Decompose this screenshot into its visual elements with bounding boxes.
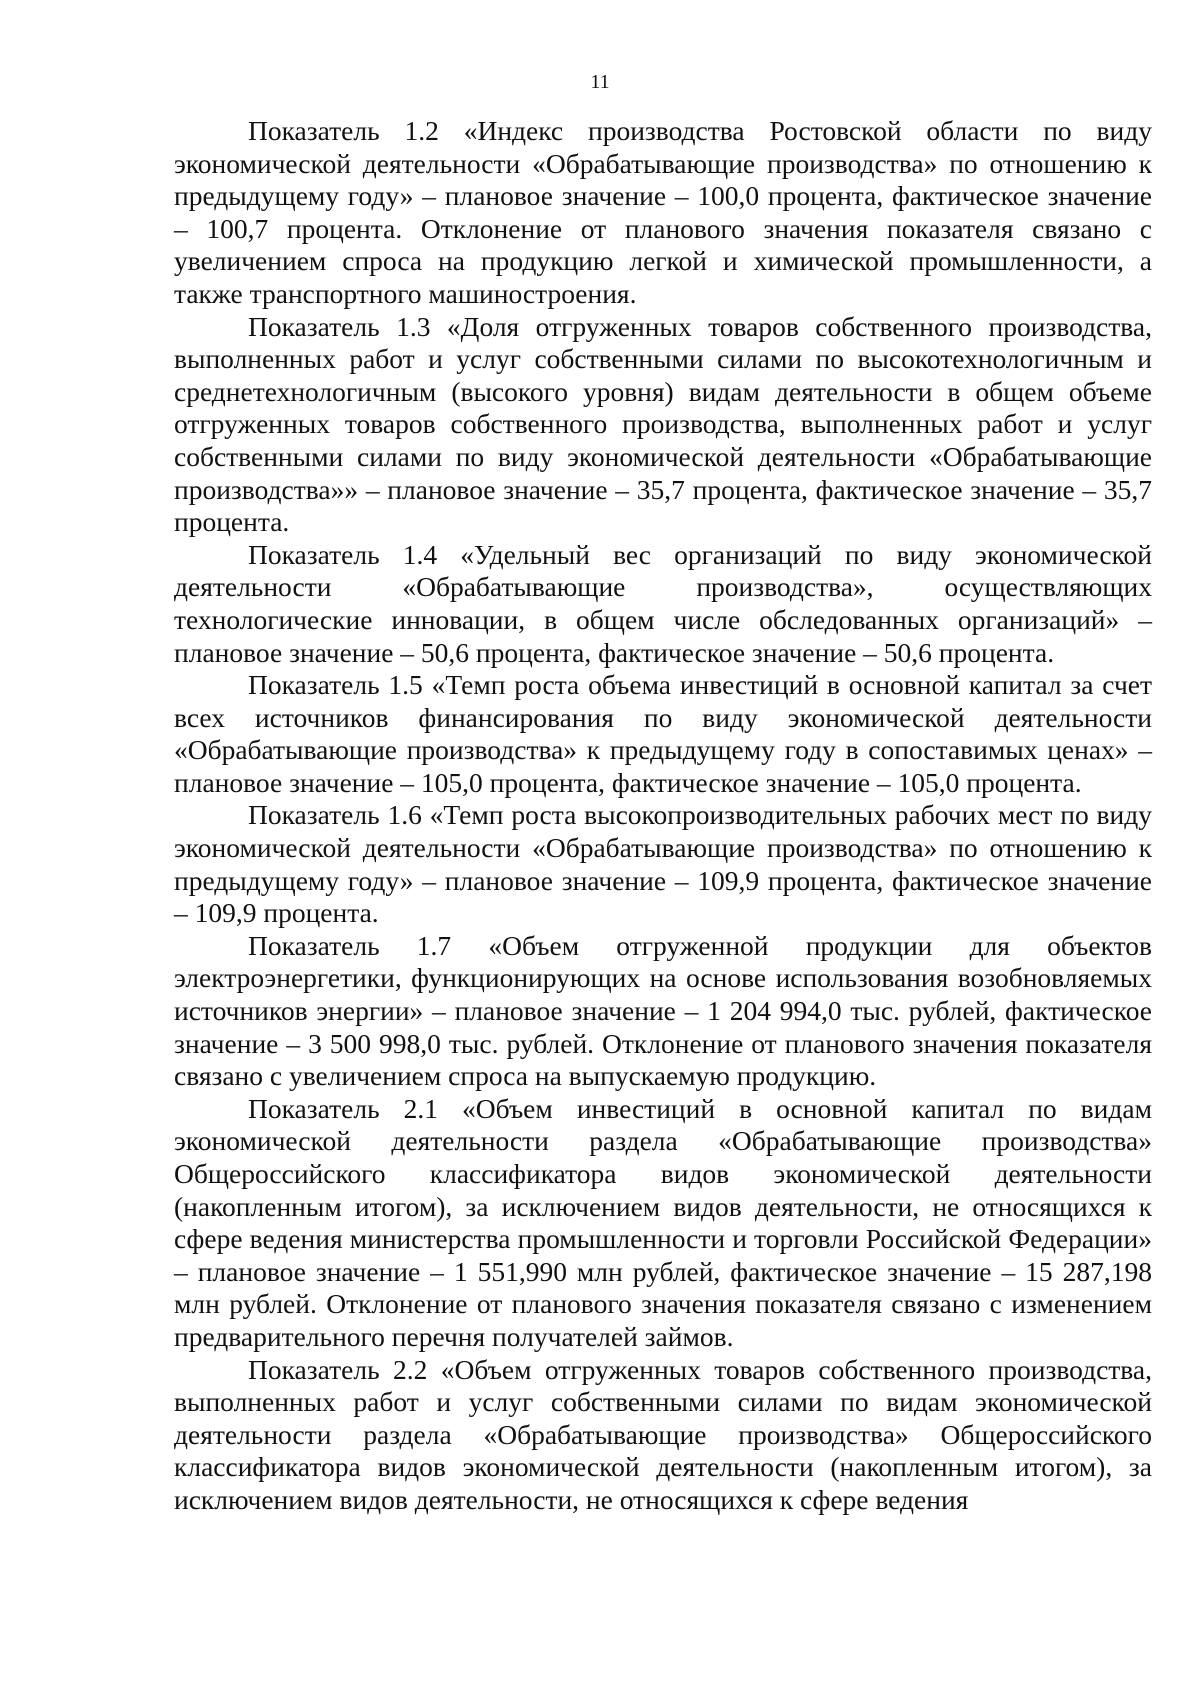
paragraph-indicator-1-5: Показатель 1.5 «Темп роста объема инвестиций в основной капитал за счет всех источников финансирования по виду экономической деятельности «Обрабатывающие производства» к предыдущему году в сопоставимых ценах» – плановое значение – 105,0 процента, фактическое значение – 105,0 процента. [174,669,1152,798]
paragraph-indicator-2-1: Показатель 2.1 «Объем инвестиций в основной капитал по видам экономической деятельности раздела «Обрабатывающие производства» Общероссийского классификатора видов экономической деятельности (накопленным итогом), за исключением видов деятельности, не относящихся к сфере ведения министерства промышленности и торговли Российской Федерации» – плановое значение – 1 551,990 млн рублей, фактическое значение – 15 287,198 млн рублей. Отклонение от планового значения показателя связано с изменением предварительного перечня получателей займов. [174,1092,1152,1352]
document-body [174,115,1152,1517]
paragraph-indicator-1-7: Показатель 1.7 «Объем отгруженной продукции для объектов электроэнергетики, функционирующих на основе использования возобновляемых источников энергии» – плановое значение – 1 204 994,0 тыс. рублей, фактическое значение – 3 500 998,0 тыс. рублей. Отклонение от планового значения показателя связано с увеличением спроса на выпускаемую продукцию. [174,929,1152,1092]
paragraph-indicator-1-6: Показатель 1.6 «Темп роста высокопроизводительных рабочих мест по виду экономической деятельности «Обрабатывающие производства» по отношению к предыдущему году» – плановое значение – 109,9 процента, фактическое значение – 109,9 процента. [174,799,1152,929]
paragraph-indicator-1-3: Показатель 1.3 «Доля отгруженных товаров собственного производства, выполненных работ и услуг собственными силами по высокотехнологичным и среднетехнологичным (высокого уровня) видам деятельности в общем объеме отгруженных товаров собственного производства, выполненных работ и услуг собственными силами по виду экономической деятельности «Обрабатывающие производства»» – плановое значение – 35,7 процента, фактическое значение – 35,7 процента. [174,310,1152,538]
paragraph-indicator-1-4: Показатель 1.4 «Удельный вес организаций по виду экономической деятельности «Обрабатывающие производства», осуществляющих технологические инновации, в общем числе обследованных организаций» – плановое значение – 50,6 процента, фактическое значение – 50,6 процента. [174,538,1152,668]
paragraph-indicator-1-2: Показатель 1.2 «Индекс производства Ростовской области по виду экономической деятельности «Обрабатывающие производства» по отношению к предыдущему году» – плановое значение – 100,0 процента, фактическое значение – 100,7 процента. Отклонение от планового значения показателя связано с увеличением спроса на продукцию легкой и химической промышленности, а также транспортного машиностроения. [174,115,1152,309]
page-number: 11 [590,71,610,93]
paragraph-indicator-2-2: Показатель 2.2 «Объем отгруженных товаров собственного производства, выполненных работ и услуг собственными силами по видам экономической деятельности раздела «Обрабатывающие производства» Общероссийского классификатора видов экономической деятельности (накопленным итогом), за исключением видов деятельности, не относящихся к сфере ведения [174,1353,1152,1515]
